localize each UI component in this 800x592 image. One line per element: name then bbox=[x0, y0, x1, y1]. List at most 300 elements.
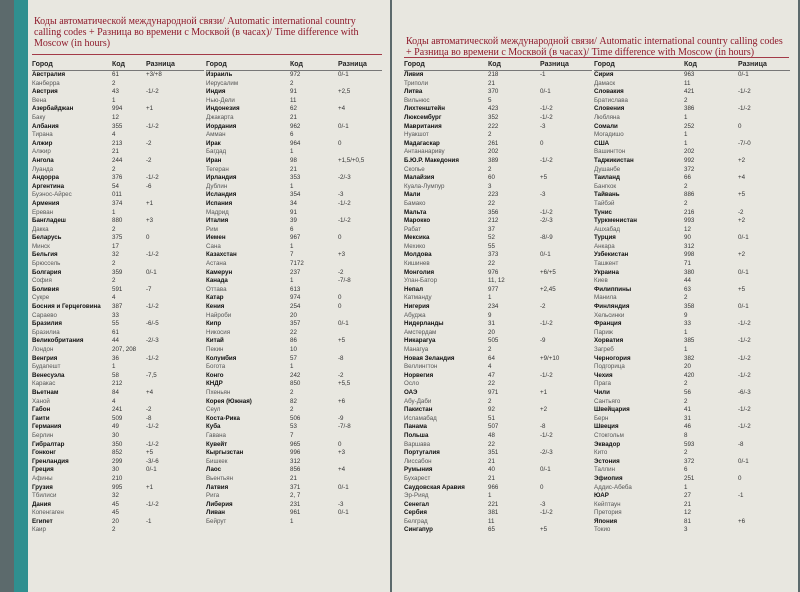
table-row bbox=[32, 286, 204, 295]
table-row bbox=[404, 406, 592, 415]
time-difference bbox=[738, 501, 790, 510]
table-row bbox=[206, 372, 382, 381]
table-row bbox=[594, 458, 790, 467]
dialing-code: 7 bbox=[290, 251, 294, 259]
time-difference: -2 bbox=[338, 371, 344, 379]
table-row bbox=[404, 501, 592, 510]
country-name: Украина bbox=[594, 268, 619, 276]
time-difference: +2 bbox=[540, 406, 548, 414]
table-row bbox=[206, 492, 382, 501]
dialing-code: 977 bbox=[488, 285, 499, 293]
table-row bbox=[404, 303, 592, 312]
dialing-code: 66 bbox=[684, 174, 691, 182]
country-name: Иран bbox=[206, 156, 222, 164]
dialing-code: 56 bbox=[684, 388, 691, 396]
time-difference bbox=[738, 466, 790, 475]
city-name: Джакарта bbox=[206, 113, 234, 121]
dialing-code: 12 bbox=[112, 113, 119, 121]
table-row bbox=[594, 105, 790, 114]
table-row bbox=[32, 398, 204, 407]
country-name: Ливан bbox=[206, 509, 226, 517]
table-row bbox=[594, 209, 790, 218]
table-row bbox=[206, 389, 382, 398]
country-name: Исландия bbox=[206, 191, 237, 199]
table-row bbox=[32, 140, 204, 149]
time-difference: -1/-2 bbox=[540, 371, 553, 379]
table-row bbox=[594, 526, 790, 535]
time-difference bbox=[338, 166, 382, 175]
time-difference: -1 bbox=[738, 492, 744, 500]
country-name: Эфиопия bbox=[594, 474, 623, 482]
table-row bbox=[404, 183, 592, 192]
table-row bbox=[404, 355, 592, 364]
time-difference bbox=[338, 432, 382, 441]
dialing-code: 212 bbox=[112, 380, 123, 388]
city-name: Осло bbox=[404, 380, 420, 388]
country-name: Мексика bbox=[404, 234, 430, 242]
table-row bbox=[594, 71, 790, 80]
table-row bbox=[404, 526, 592, 535]
city-name: Никосия bbox=[206, 328, 231, 336]
dialing-code: 55 bbox=[488, 242, 495, 250]
table-row bbox=[32, 131, 204, 140]
dialing-code: 967 bbox=[290, 234, 301, 242]
table-row bbox=[32, 346, 204, 355]
time-difference: -8 bbox=[540, 423, 546, 431]
dialing-code: 6 bbox=[684, 466, 688, 474]
time-difference: +3/+8 bbox=[146, 71, 162, 78]
dialing-code: 43 bbox=[112, 88, 119, 96]
table-row bbox=[594, 191, 790, 200]
country-name: Мавритания bbox=[404, 122, 442, 130]
country-name: Франция bbox=[594, 320, 622, 328]
time-difference bbox=[338, 286, 382, 295]
city-name: Сана bbox=[206, 242, 221, 250]
dialing-code: 27 bbox=[684, 492, 691, 500]
time-difference: -1/-2 bbox=[146, 122, 159, 130]
time-difference bbox=[338, 243, 382, 252]
time-difference bbox=[540, 475, 592, 484]
dialing-code: 2 bbox=[488, 131, 492, 139]
table-row bbox=[404, 509, 592, 518]
dialing-code: 1 bbox=[684, 139, 688, 147]
time-difference: -1/-2 bbox=[146, 251, 159, 259]
city-name: Лиссабон bbox=[404, 457, 432, 465]
dialing-code: 91 bbox=[290, 208, 297, 216]
table-row bbox=[206, 475, 382, 484]
city-name: Оттава bbox=[206, 285, 227, 293]
country-name: Испания bbox=[206, 199, 233, 207]
time-difference bbox=[540, 277, 592, 286]
table-row bbox=[594, 234, 790, 243]
header-name: Город bbox=[206, 61, 227, 68]
dialing-code: 202 bbox=[684, 148, 695, 156]
dialing-code: 21 bbox=[112, 148, 119, 156]
dialing-code: 231 bbox=[290, 500, 301, 508]
time-difference: +3 bbox=[146, 217, 154, 225]
dialing-code: 312 bbox=[684, 242, 695, 250]
time-difference bbox=[146, 166, 204, 175]
city-name: Каир bbox=[32, 526, 46, 534]
dialing-code: 90 bbox=[684, 234, 691, 242]
dialing-code: 356 bbox=[488, 208, 499, 216]
header-diff: Разница bbox=[738, 61, 767, 68]
time-difference bbox=[338, 363, 382, 372]
table-row bbox=[404, 243, 592, 252]
dialing-code: 47 bbox=[488, 371, 495, 379]
table-column-2 bbox=[206, 60, 382, 526]
table-row bbox=[32, 337, 204, 346]
time-difference bbox=[738, 131, 790, 140]
time-difference: +4 bbox=[146, 388, 154, 396]
table-row bbox=[32, 251, 204, 260]
dialing-code: 4 bbox=[112, 294, 116, 302]
dialing-code: 9 bbox=[488, 311, 492, 319]
time-difference bbox=[338, 97, 382, 106]
country-name: Конго bbox=[206, 371, 224, 379]
time-difference bbox=[738, 114, 790, 123]
table-row bbox=[206, 398, 382, 407]
table-row bbox=[32, 277, 204, 286]
table-row bbox=[404, 277, 592, 286]
table-row bbox=[206, 303, 382, 312]
table-row bbox=[32, 501, 204, 510]
dialing-code: 46 bbox=[684, 423, 691, 431]
table-row bbox=[206, 191, 382, 200]
time-difference bbox=[338, 183, 382, 192]
table-column-1 bbox=[32, 60, 204, 535]
dialing-code: 237 bbox=[290, 268, 301, 276]
dialing-code: 359 bbox=[112, 268, 123, 276]
city-name: Амстердам bbox=[404, 328, 437, 336]
table-row bbox=[32, 303, 204, 312]
time-difference bbox=[338, 475, 382, 484]
time-difference: +1 bbox=[146, 105, 154, 113]
dialing-code: 251 bbox=[684, 474, 695, 482]
time-difference: 0/-1 bbox=[540, 88, 551, 96]
dialing-code: 1 bbox=[290, 182, 294, 190]
dialing-code: 2 bbox=[684, 96, 688, 104]
table-row bbox=[32, 526, 204, 535]
country-name: Сенегал bbox=[404, 500, 430, 508]
country-name: Либерия bbox=[206, 500, 233, 508]
city-name: Брюссель bbox=[32, 260, 61, 268]
dialing-code: 509 bbox=[112, 414, 123, 422]
table-row bbox=[206, 217, 382, 226]
country-name: Китай bbox=[206, 337, 224, 345]
country-name: Великобритания bbox=[32, 337, 84, 345]
time-difference: -1/-2 bbox=[146, 423, 159, 431]
city-name: Стокгольм bbox=[594, 431, 624, 439]
dialing-code: 4 bbox=[488, 363, 492, 371]
country-name: КНДР bbox=[206, 380, 223, 388]
time-difference bbox=[738, 484, 790, 493]
table-row bbox=[206, 518, 382, 527]
dialing-code: 261 bbox=[488, 139, 499, 147]
table-row bbox=[594, 174, 790, 183]
table-row bbox=[404, 492, 592, 501]
dialing-code: 971 bbox=[488, 388, 499, 396]
dialing-code: 2 bbox=[684, 294, 688, 302]
table-row bbox=[404, 166, 592, 175]
time-difference bbox=[338, 329, 382, 338]
table-row bbox=[594, 406, 790, 415]
table-row bbox=[594, 80, 790, 89]
table-row bbox=[404, 114, 592, 123]
city-name: Киев bbox=[594, 277, 608, 285]
city-name: Бразилиа bbox=[32, 328, 60, 336]
table-row bbox=[206, 88, 382, 97]
dialing-code: 40 bbox=[488, 466, 495, 474]
table-row bbox=[594, 260, 790, 269]
dialing-code: 2 bbox=[684, 380, 688, 388]
time-difference bbox=[338, 389, 382, 398]
country-name: Азербайджан bbox=[32, 105, 74, 113]
dialing-code: 1 bbox=[112, 96, 116, 104]
table-row bbox=[404, 484, 592, 493]
time-difference: 0/-1 bbox=[338, 483, 349, 491]
time-difference: 0/-1 bbox=[338, 509, 349, 517]
table-row bbox=[594, 501, 790, 510]
time-difference: -2/-3 bbox=[540, 449, 553, 457]
city-name: Абу-Даби bbox=[404, 397, 432, 405]
dialing-code: 2 bbox=[488, 165, 492, 173]
city-name: Куала-Лумпур bbox=[404, 182, 445, 190]
time-difference: +3 bbox=[338, 449, 346, 457]
time-difference: -1/-2 bbox=[738, 88, 751, 96]
time-difference bbox=[146, 97, 204, 106]
table-row bbox=[206, 131, 382, 140]
dialing-code: 7 bbox=[290, 431, 294, 439]
table-row bbox=[404, 157, 592, 166]
dialing-code: 34 bbox=[290, 199, 297, 207]
time-difference bbox=[146, 209, 204, 218]
country-name: Италия bbox=[206, 217, 229, 225]
dialing-code: 37 bbox=[488, 225, 495, 233]
time-difference: +1 bbox=[540, 388, 548, 396]
dialing-code: 12 bbox=[684, 225, 691, 233]
country-name: Вьетнам bbox=[32, 388, 59, 396]
dialing-code: 961 bbox=[290, 509, 301, 517]
time-difference: -1/-2 bbox=[738, 371, 751, 379]
city-name: Иерусалим bbox=[206, 79, 239, 87]
city-name: Буэнос-Айрес bbox=[32, 191, 72, 199]
table-row bbox=[594, 312, 790, 321]
time-difference bbox=[146, 277, 204, 286]
dialing-code: 2 bbox=[684, 199, 688, 207]
table-row bbox=[594, 398, 790, 407]
country-name: ОАЭ bbox=[404, 388, 418, 396]
table-row bbox=[32, 260, 204, 269]
country-name: Швейцария bbox=[594, 406, 630, 414]
dialing-code: 92 bbox=[488, 406, 495, 414]
dialing-code: 505 bbox=[488, 337, 499, 345]
time-difference: -8 bbox=[338, 354, 344, 362]
table-row bbox=[32, 191, 204, 200]
dialing-code: 1 bbox=[112, 208, 116, 216]
table-row bbox=[32, 329, 204, 338]
table-row bbox=[206, 355, 382, 364]
city-name: Берн bbox=[594, 414, 609, 422]
table-row bbox=[404, 337, 592, 346]
dialing-code: 45 bbox=[112, 500, 119, 508]
city-name: Тирана bbox=[32, 131, 53, 139]
dialing-code: 7172 bbox=[290, 260, 304, 268]
dialing-code: 11 bbox=[290, 96, 297, 104]
table-row bbox=[404, 123, 592, 132]
table-row bbox=[32, 183, 204, 192]
table-row bbox=[404, 458, 592, 467]
table-row bbox=[206, 432, 382, 441]
country-name: Индонезия bbox=[206, 105, 240, 113]
table-row bbox=[32, 423, 204, 432]
time-difference: -2 bbox=[146, 406, 152, 414]
left-page-header: Коды автоматической международной связи/ Automatic international country calling codes + Разница во времени с Москвой (в часах)/ Time difference with Moscow (in hours) bbox=[34, 16, 359, 49]
city-name: Нуакшот bbox=[404, 131, 429, 139]
dialing-code: 372 bbox=[684, 165, 695, 173]
time-difference: 0/-1 bbox=[738, 303, 749, 311]
table-row bbox=[206, 114, 382, 123]
table-row bbox=[32, 312, 204, 321]
city-name: Париж bbox=[594, 328, 613, 336]
dialing-code: 21 bbox=[290, 165, 297, 173]
country-name: Бразилия bbox=[32, 320, 62, 328]
dialing-code: 506 bbox=[290, 414, 301, 422]
time-difference: -2/-3 bbox=[540, 217, 553, 225]
city-name: Найроби bbox=[206, 311, 232, 319]
table-row bbox=[32, 380, 204, 389]
header-rule bbox=[32, 54, 382, 55]
dialing-code: 385 bbox=[684, 337, 695, 345]
table-row bbox=[594, 294, 790, 303]
country-name: Австралия bbox=[32, 71, 66, 78]
dialing-code: 386 bbox=[684, 105, 695, 113]
dialing-code: 10 bbox=[290, 346, 297, 353]
table-row bbox=[404, 312, 592, 321]
table-row bbox=[206, 294, 382, 303]
city-name: Ереван bbox=[32, 208, 54, 216]
city-name: Исламабад bbox=[404, 414, 437, 422]
header-diff: Разница bbox=[338, 61, 367, 68]
table-row bbox=[594, 372, 790, 381]
time-difference: -3 bbox=[540, 191, 546, 199]
time-difference: -7/-0 bbox=[738, 139, 751, 147]
table-row bbox=[404, 329, 592, 338]
city-name: Загреб bbox=[594, 346, 614, 353]
table-row bbox=[404, 518, 592, 527]
country-name: Новая Зеландия bbox=[404, 354, 455, 362]
dialing-code: 299 bbox=[112, 457, 123, 465]
table-row bbox=[594, 148, 790, 157]
dialing-code: 8 bbox=[684, 431, 688, 439]
time-difference bbox=[540, 398, 592, 407]
table-row bbox=[404, 441, 592, 450]
city-name: Братислава bbox=[594, 96, 628, 104]
time-difference bbox=[738, 200, 790, 209]
table-row bbox=[32, 458, 204, 467]
dialing-code: 57 bbox=[290, 354, 297, 362]
table-row bbox=[404, 260, 592, 269]
city-name: Белград bbox=[404, 517, 428, 525]
time-difference bbox=[738, 97, 790, 106]
dialing-code: 852 bbox=[112, 449, 123, 457]
city-name: Дамаск bbox=[594, 79, 616, 87]
country-name: Катар bbox=[206, 294, 224, 302]
table-row bbox=[404, 269, 592, 278]
table-row bbox=[404, 466, 592, 475]
country-name: Андорра bbox=[32, 174, 59, 182]
time-difference: 0 bbox=[338, 139, 342, 147]
city-name: Кито bbox=[594, 449, 608, 457]
table-row bbox=[206, 320, 382, 329]
dialing-code: 51 bbox=[488, 414, 495, 422]
table-row bbox=[206, 123, 382, 132]
time-difference: 0/-1 bbox=[540, 466, 551, 474]
table-row bbox=[32, 441, 204, 450]
table-row bbox=[404, 105, 592, 114]
country-name: Кувейт bbox=[206, 440, 228, 448]
left-page bbox=[14, 0, 390, 592]
dialing-code: 5 bbox=[488, 96, 492, 104]
dialing-code: 372 bbox=[684, 457, 695, 465]
dialing-code: 4 bbox=[112, 131, 116, 139]
table-row bbox=[32, 226, 204, 235]
table-row bbox=[206, 346, 382, 355]
dialing-code: 242 bbox=[290, 371, 301, 379]
table-row bbox=[594, 492, 790, 501]
city-name: Афины bbox=[32, 474, 53, 482]
dialing-code: 223 bbox=[488, 191, 499, 199]
country-name: Алжир bbox=[32, 139, 53, 147]
time-difference: 0 bbox=[338, 294, 342, 302]
dialing-code: 82 bbox=[290, 397, 297, 405]
dialing-code: 4 bbox=[112, 397, 116, 405]
dialing-code: 212 bbox=[488, 217, 499, 225]
dialing-code: 55 bbox=[112, 320, 119, 328]
dialing-code: 380 bbox=[684, 268, 695, 276]
time-difference: -1/-2 bbox=[540, 431, 553, 439]
city-name: Нью-Дели bbox=[206, 96, 235, 104]
country-name: Сербия bbox=[404, 509, 427, 517]
city-name: Бухарест bbox=[404, 474, 431, 482]
time-difference: -2 bbox=[738, 208, 744, 216]
dialing-code: 30 bbox=[112, 466, 119, 474]
table-header bbox=[404, 60, 592, 70]
table-header bbox=[594, 60, 790, 70]
time-difference: +2,5 bbox=[338, 88, 351, 96]
dialing-code: 357 bbox=[290, 320, 301, 328]
time-difference: -8 bbox=[738, 440, 744, 448]
city-name: Мадрид bbox=[206, 208, 229, 216]
city-name: Сеул bbox=[206, 406, 221, 414]
header-rule bbox=[404, 57, 789, 58]
country-name: Эстония bbox=[594, 457, 620, 465]
table-row bbox=[206, 148, 382, 157]
table-row bbox=[594, 140, 790, 149]
dialing-code: 591 bbox=[112, 285, 123, 293]
country-name: Никарагуа bbox=[404, 337, 436, 345]
city-name: София bbox=[32, 277, 52, 285]
table-row bbox=[404, 148, 592, 157]
time-difference bbox=[738, 148, 790, 157]
country-name: Нигерия bbox=[404, 303, 430, 311]
city-name: Алжир bbox=[32, 148, 51, 156]
dialing-code: 2 bbox=[112, 79, 116, 87]
country-name: Венесуэла bbox=[32, 371, 65, 379]
dialing-code: 312 bbox=[290, 457, 301, 465]
table-row bbox=[206, 484, 382, 493]
dialing-code: 370 bbox=[488, 88, 499, 96]
